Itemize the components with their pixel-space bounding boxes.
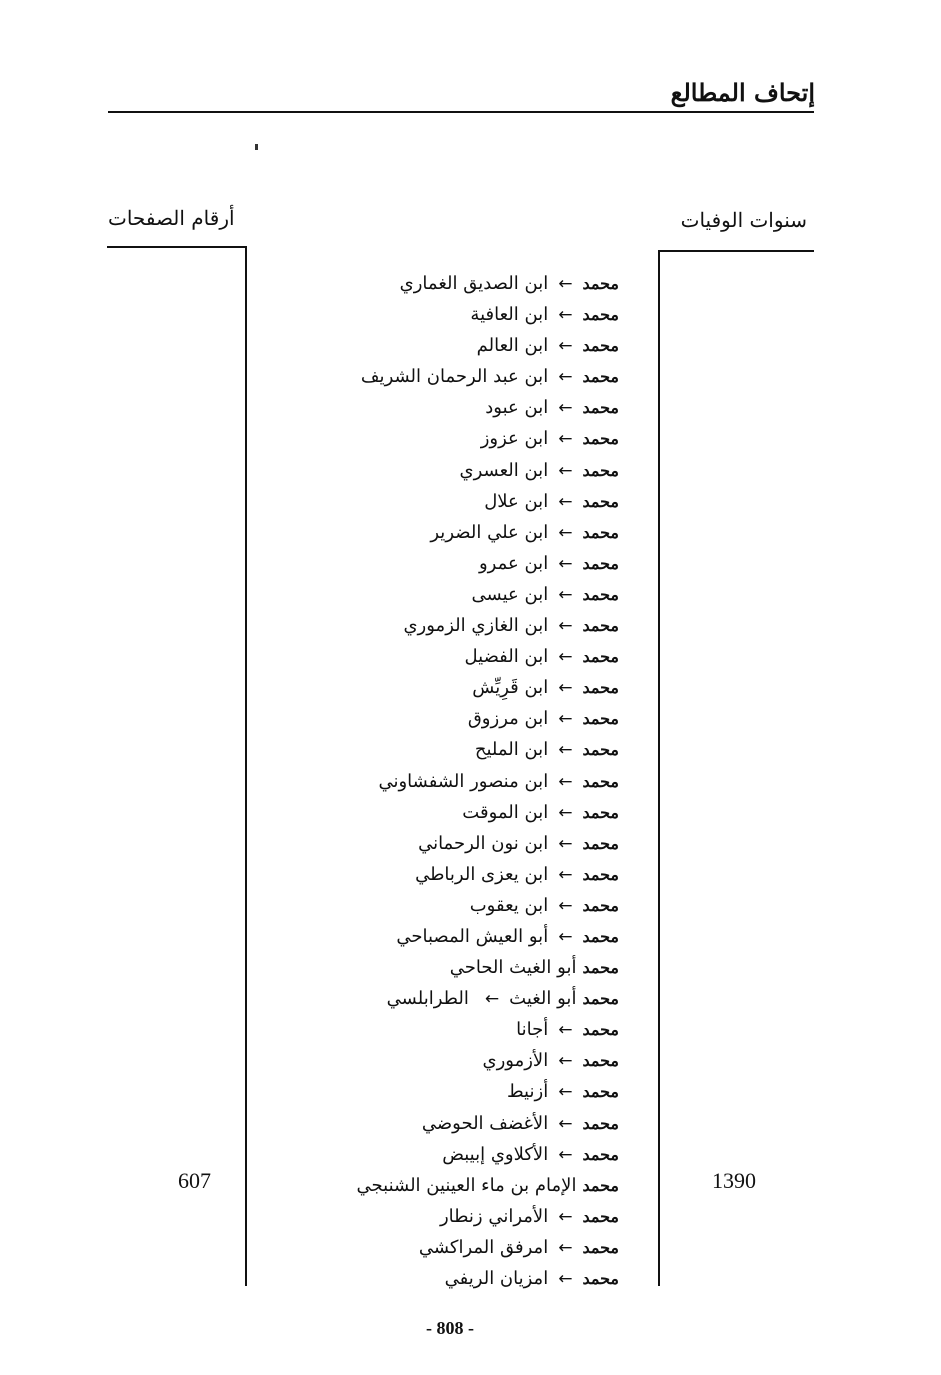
years-column-heading: سنوات الوفيات (680, 208, 807, 232)
index-entry (289, 1108, 619, 1139)
index-entry (289, 921, 619, 952)
entry-given-name: محمد (582, 1206, 619, 1226)
index-entry (289, 486, 619, 517)
index-entry (289, 1201, 619, 1232)
entry-given-name: محمد (582, 709, 619, 729)
entry-surname: الأزموري (482, 1050, 549, 1072)
index-entry (289, 610, 619, 641)
entry-surname: ابن الفضيل (464, 646, 549, 668)
entry-surname: ابن علال (484, 490, 549, 512)
index-entry (289, 859, 619, 890)
entry-given-name: محمد (582, 1020, 619, 1040)
entry-surname: ابن نون الرحماني (418, 832, 549, 854)
see-reference-arrow-icon: ← (558, 1269, 573, 1289)
see-reference-arrow-icon: ← (558, 1051, 573, 1072)
entry-given-name: محمد (582, 802, 619, 822)
entry-surname: ابن العسري (459, 459, 549, 481)
index-entry (289, 641, 619, 672)
name-index-list (289, 268, 619, 1294)
entry-surname: ابن مرزوق (467, 708, 549, 730)
entry-surname: أبو الغيث الحاحي (449, 957, 577, 979)
entry-given-name: محمد (582, 1144, 619, 1164)
entry-surname: ابن قَرِيِّش (472, 677, 549, 699)
entry-surname: ابن المليح (474, 739, 549, 761)
index-entry (289, 548, 619, 579)
entry-surname: الإمام بن ماء العينين الشنبجي (356, 1174, 577, 1196)
entry-given-name: محمد (582, 1082, 619, 1102)
entry-surname: أبو العيش المصباحي (396, 925, 549, 947)
index-entry (289, 299, 619, 330)
entry-given-name: محمد (582, 398, 619, 418)
entry-given-name: محمد (582, 616, 619, 636)
entry-given-name: محمد (582, 647, 619, 667)
index-entry (289, 828, 619, 859)
entry-surname: ابن عزوز (480, 428, 549, 450)
entry-surname: أزنيط (506, 1081, 549, 1103)
see-reference-arrow-icon: ← (558, 864, 573, 885)
entry-surname: الأكلاوي إبيبض (442, 1143, 549, 1165)
pages-column-top-rule (107, 246, 247, 248)
years-column-top-rule (659, 250, 814, 252)
page-reference: 607 (178, 1168, 211, 1193)
entry-given-name: محمد (582, 1269, 619, 1288)
entry-surname: أبو الغيث (509, 988, 577, 1010)
index-entry (289, 1076, 619, 1107)
see-reference-arrow-icon: ← (558, 1113, 573, 1134)
entry-surname: ابن عبود (485, 397, 549, 419)
see-reference-arrow-icon: ← (558, 1082, 573, 1103)
index-entry (289, 703, 619, 734)
entry-given-name: محمد (582, 1113, 619, 1133)
entry-surname: ابن يعقوب (469, 894, 549, 916)
entry-given-name: محمد (582, 584, 619, 604)
see-reference-arrow-icon: ← (558, 802, 573, 823)
entry-given-name: محمد (582, 1051, 619, 1071)
see-reference-arrow-icon: ← (558, 553, 573, 574)
index-entry (289, 1045, 619, 1076)
entry-given-name: محمد (582, 864, 619, 884)
index-entry (289, 1263, 619, 1294)
see-reference-arrow-icon: ← (558, 305, 573, 326)
see-reference-arrow-icon: ← (558, 429, 573, 450)
index-entry (289, 952, 619, 983)
index-entry (289, 1170, 619, 1201)
see-reference-arrow-icon: ← (558, 1206, 573, 1227)
entry-surname: ابن يعزى الرباطي (415, 863, 549, 885)
entry-surname: ابن الموقت (462, 801, 549, 823)
see-reference-arrow-icon: ← (484, 989, 500, 1010)
pages-column-heading: أرقام الصفحات (108, 206, 235, 230)
death-year: 1390 (712, 1168, 756, 1193)
pages-column-divider (245, 246, 247, 1286)
see-reference-arrow-icon: ← (558, 647, 573, 668)
entry-given-name: محمد (582, 895, 619, 915)
see-reference-arrow-icon: ← (558, 709, 573, 730)
entry-given-name: محمد (582, 958, 619, 978)
see-reference-arrow-icon: ← (558, 491, 573, 512)
entry-given-name: محمد (582, 771, 619, 791)
index-entry (289, 579, 619, 610)
entry-surname: ابن عيسى (471, 583, 549, 605)
header-rule (108, 111, 814, 113)
entry-given-name: محمد (582, 336, 619, 356)
see-reference-arrow-icon: ← (558, 616, 573, 637)
entry-given-name: محمد (582, 740, 619, 760)
entry-surname: الأغضف الحوضي (421, 1112, 549, 1134)
entry-surname: ابن العالم (476, 335, 549, 357)
entry-given-name: محمد (582, 833, 619, 853)
index-entry (289, 268, 619, 299)
index-entry (289, 734, 619, 765)
print-speck (255, 144, 258, 150)
entry-surname: امرفق المراكشي (418, 1236, 549, 1258)
entry-surname: ابن عمرو (478, 552, 549, 574)
see-reference-arrow-icon: ← (558, 926, 573, 947)
see-reference-arrow-icon: ← (558, 274, 573, 294)
entry-surname: ابن الغازي الزموري (403, 615, 549, 637)
entry-given-name: محمد (582, 274, 619, 293)
entry-surname: الأمراني زنطار (439, 1205, 549, 1227)
entry-surname: ابن عبد الرحمان الشريف (360, 366, 549, 388)
see-reference-arrow-icon: ← (558, 1144, 573, 1165)
entry-given-name: محمد (582, 460, 619, 480)
index-entry (289, 517, 619, 548)
see-reference-arrow-icon: ← (558, 833, 573, 854)
entry-given-name: محمد (582, 678, 619, 698)
index-entry (289, 797, 619, 828)
index-entry (289, 330, 619, 361)
entry-surname: ابن علي الضرير (430, 521, 549, 543)
index-entry (289, 1014, 619, 1045)
entry-surname: أجانا (516, 1019, 549, 1041)
see-reference-arrow-icon: ← (558, 771, 573, 792)
index-entry (289, 423, 619, 454)
entry-given-name: محمد (582, 522, 619, 542)
see-reference-arrow-icon: ← (558, 398, 573, 419)
index-entry (289, 766, 619, 797)
see-reference-arrow-icon: ← (558, 895, 573, 916)
index-entry (289, 890, 619, 921)
entry-given-name: محمد (582, 926, 619, 946)
entry-surname-suffix: الطرابلسي (386, 988, 469, 1010)
entry-surname: امزيان الريفي (444, 1268, 549, 1289)
index-entry (289, 1232, 619, 1263)
index-entry (289, 983, 619, 1014)
index-entry (289, 672, 619, 703)
entry-surname: ابن العافية (470, 304, 549, 326)
years-column-divider (658, 250, 660, 1286)
see-reference-arrow-icon: ← (558, 1237, 573, 1258)
running-title: إتحاف المطالع (670, 78, 815, 107)
index-entry (289, 392, 619, 423)
entry-given-name: محمد (582, 429, 619, 449)
page-number: - 808 - (426, 1318, 474, 1338)
entry-given-name: محمد (582, 1175, 619, 1195)
entry-given-name: محمد (582, 491, 619, 511)
see-reference-arrow-icon: ← (558, 522, 573, 543)
index-entry (289, 1139, 619, 1170)
see-reference-arrow-icon: ← (558, 1020, 573, 1041)
index-entry (289, 361, 619, 392)
entry-given-name: محمد (582, 1237, 619, 1257)
see-reference-arrow-icon: ← (558, 584, 573, 605)
see-reference-arrow-icon: ← (558, 678, 573, 699)
entry-given-name: محمد (582, 989, 619, 1009)
entry-given-name: محمد (582, 305, 619, 325)
entry-given-name: محمد (582, 367, 619, 387)
see-reference-arrow-icon: ← (558, 336, 573, 357)
see-reference-arrow-icon: ← (558, 460, 573, 481)
see-reference-arrow-icon: ← (558, 740, 573, 761)
entry-given-name: محمد (582, 553, 619, 573)
entry-surname: ابن منصور الشفشاوني (378, 770, 549, 792)
entry-surname: ابن الصديق الغماري (399, 273, 549, 294)
index-entry (289, 455, 619, 486)
see-reference-arrow-icon: ← (558, 367, 573, 388)
